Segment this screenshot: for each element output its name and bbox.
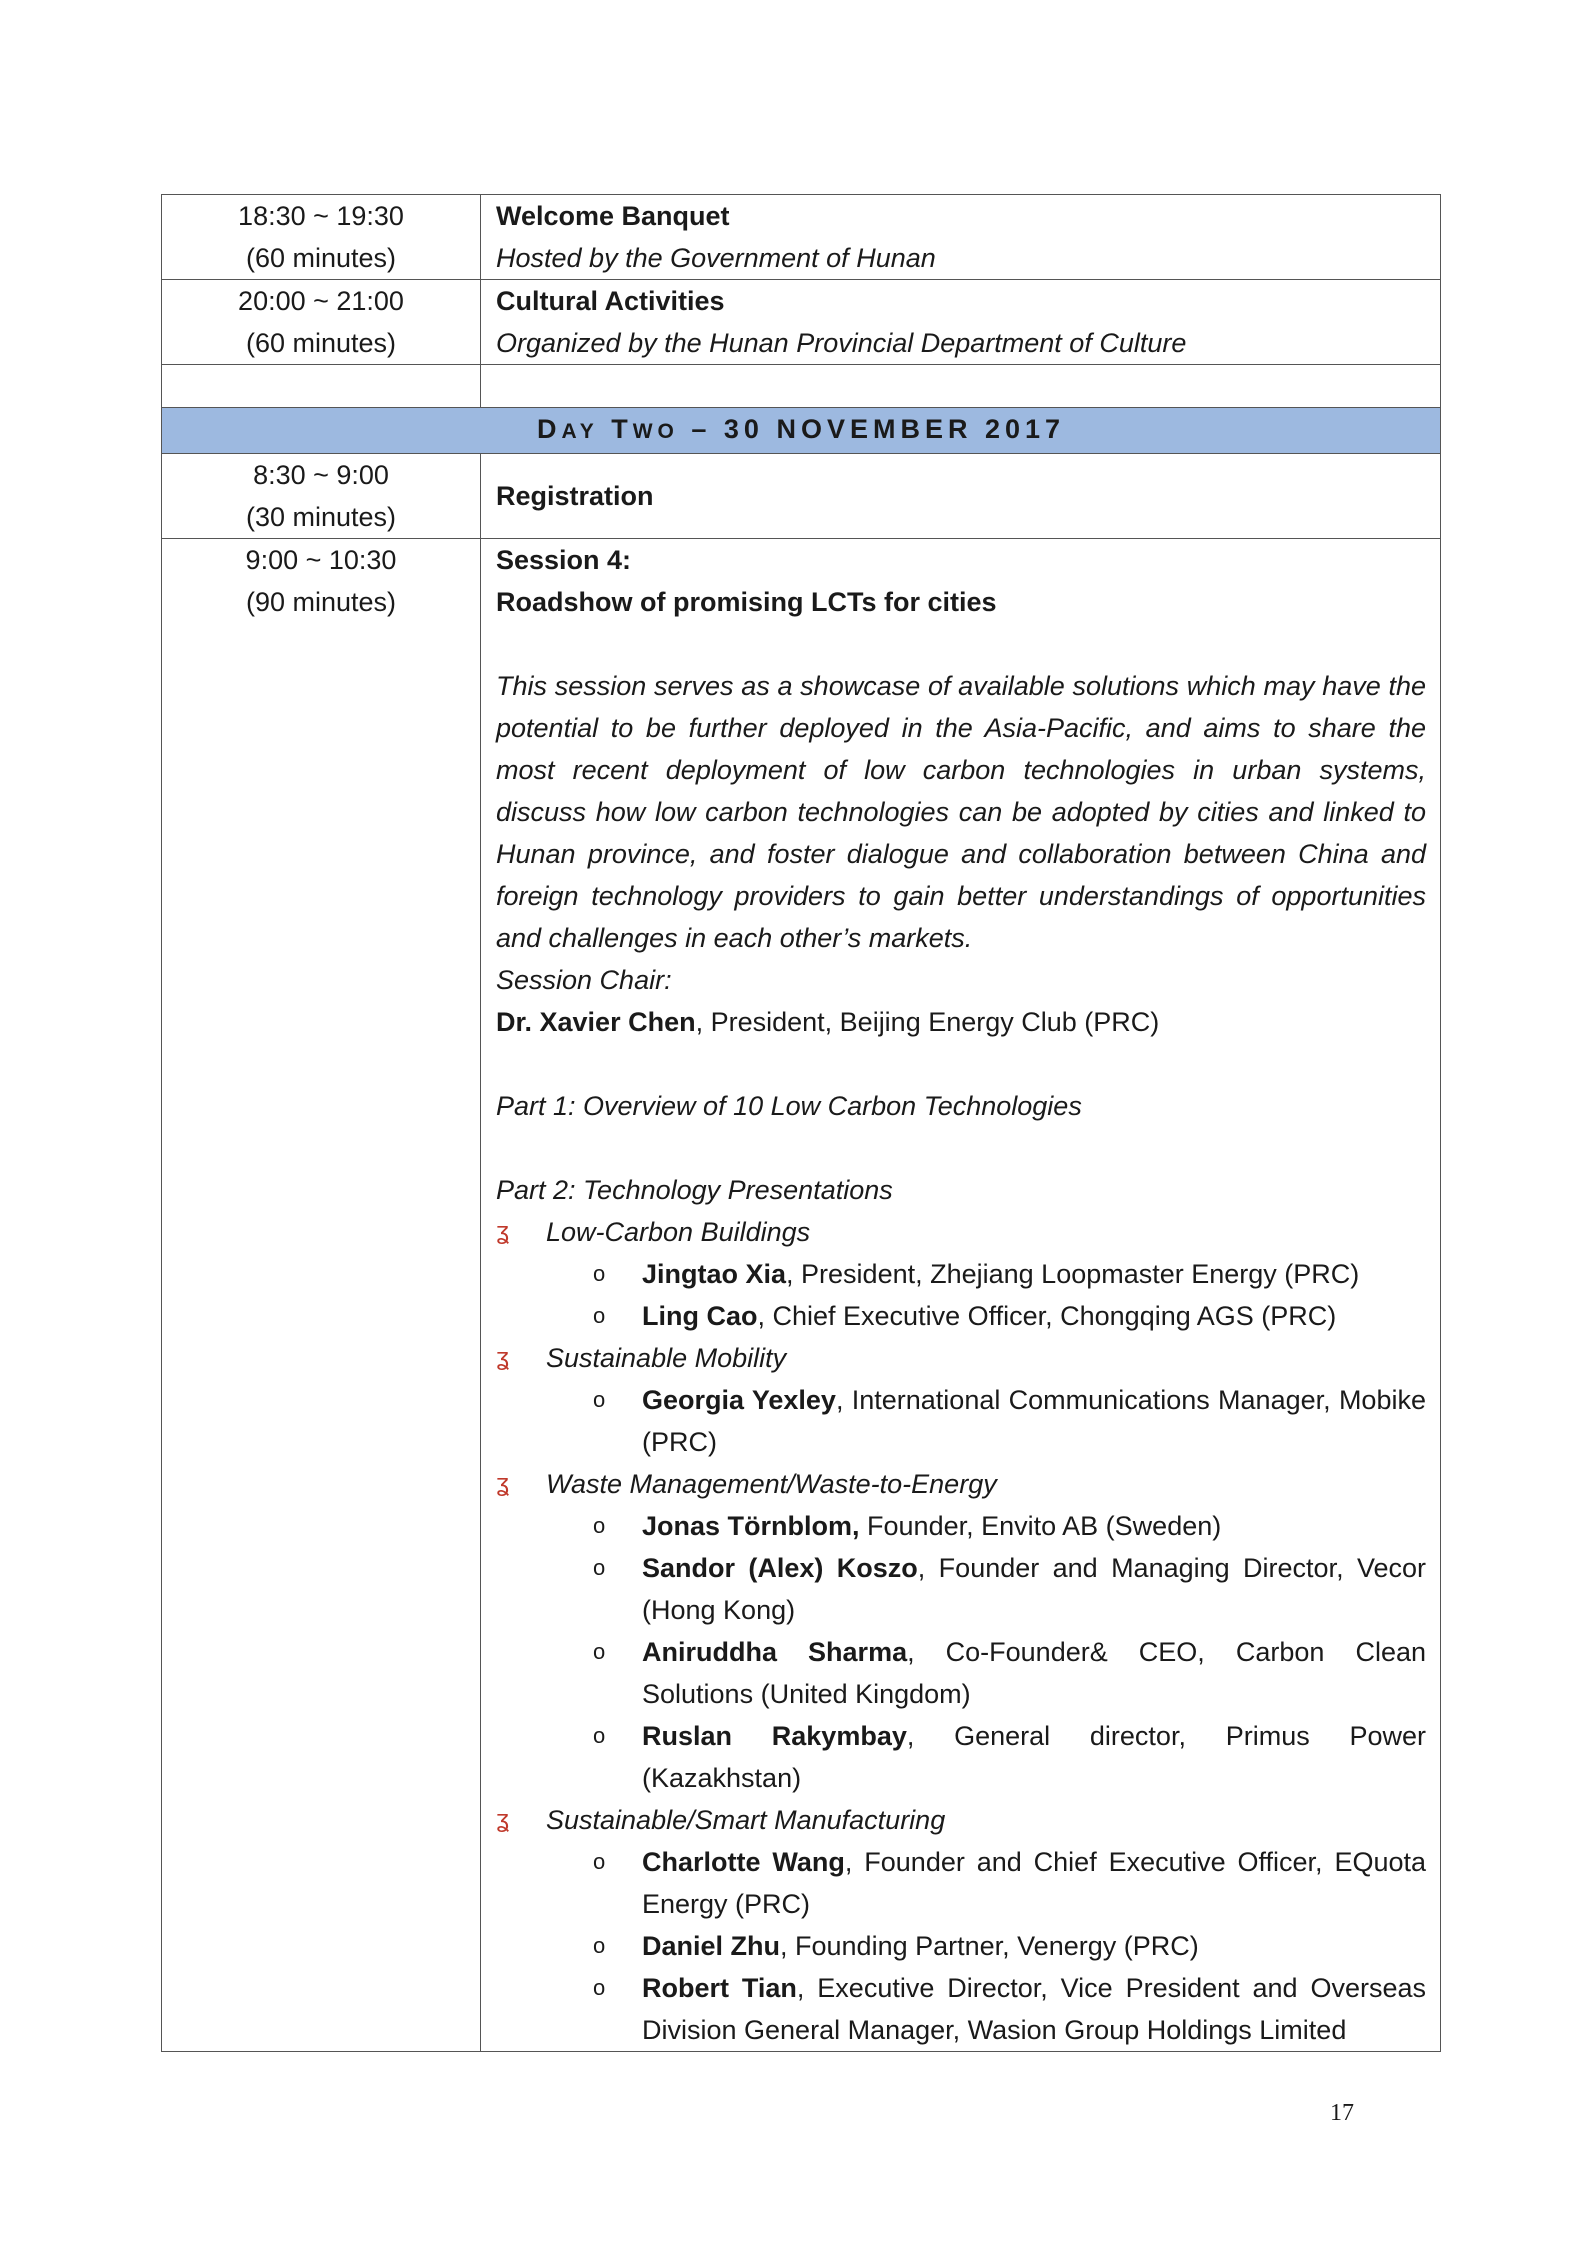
category-item xyxy=(496,1463,1426,1505)
speaker-item xyxy=(496,1841,1426,1925)
session-details xyxy=(481,539,1441,2052)
circle-bullet-icon: o xyxy=(593,1261,606,1286)
speaker-item xyxy=(496,1295,1426,1337)
category-item xyxy=(496,1337,1426,1379)
blank-cell xyxy=(162,365,481,408)
event-subtitle: Hosted by the Government of Hunan xyxy=(496,243,936,273)
circle-bullet-icon: o xyxy=(593,1639,606,1664)
chair-role: , President, Beijing Energy Club (PRC) xyxy=(695,1007,1160,1037)
agenda-table xyxy=(161,194,1441,2052)
category-list xyxy=(496,1211,1426,2051)
event-title: Welcome Banquet xyxy=(496,201,730,231)
event-cell xyxy=(481,280,1441,365)
category-name: Waste Management/Waste-to-Energy xyxy=(546,1469,997,1499)
speaker-name: Ruslan Rakymbay xyxy=(642,1721,907,1751)
speaker-name: Georgia Yexley xyxy=(642,1385,836,1415)
circle-bullet-icon: o xyxy=(593,1975,606,2000)
session-subtitle: Roadshow of promising LCTs for cities xyxy=(496,587,997,617)
time-cell xyxy=(162,195,481,280)
session-title: Session 4: xyxy=(496,545,632,575)
speaker-item xyxy=(496,1631,1426,1715)
circle-bullet-icon: o xyxy=(593,1387,606,1412)
speaker-name: Robert Tian xyxy=(642,1973,797,2003)
time-range: 9:00 ~ 10:30 xyxy=(245,545,397,575)
time-range: 8:30 ~ 9:00 xyxy=(253,460,389,490)
speaker-role: , President, Zhejiang Loopmaster Energy (PRC) xyxy=(786,1259,1360,1289)
schedule-row-registration xyxy=(162,454,1441,539)
speaker-item xyxy=(496,1967,1426,2051)
time-cell xyxy=(162,539,481,2052)
time-cell xyxy=(162,454,481,539)
speaker-name: Sandor (Alex) Koszo xyxy=(642,1553,918,1583)
time-cell xyxy=(162,280,481,365)
event-subtitle: Organized by the Hunan Provincial Department of Culture xyxy=(496,328,1187,358)
day-header-row xyxy=(162,408,1441,454)
speaker-item xyxy=(496,1715,1426,1799)
duration: (90 minutes) xyxy=(245,587,397,617)
speaker-role: , Executive Director, Vice President and Overseas Division General Manager, Wasion Group Holdings Limited xyxy=(642,1973,1426,2045)
speaker-name: Ling Cao xyxy=(642,1301,758,1331)
speaker-role: , Founding Partner, Venergy (PRC) xyxy=(780,1931,1199,1961)
schedule-row-session4 xyxy=(162,539,1441,2052)
duration: (60 minutes) xyxy=(245,243,397,273)
speaker-item xyxy=(496,1547,1426,1631)
speaker-role: Founder, Envito AB (Sweden) xyxy=(859,1511,1222,1541)
circle-bullet-icon: o xyxy=(593,1303,606,1328)
speaker-name: Charlotte Wang xyxy=(642,1847,845,1877)
session-description: This session serves as a showcase of available solutions which may have the potential to be further deployed in the Asia-Pacific, and aims to share the most recent deployment of low carbon technologies in urban systems, discuss how low carbon technologies can be adopted by cities and linked to Hunan province, and foster dialogue and collaboration between China and foreign technology providers to gain better understandings of opportunities and challenges in each other’s markets. xyxy=(496,671,1426,953)
part-2-heading: Part 2: Technology Presentations xyxy=(496,1175,893,1205)
speaker-name: Daniel Zhu xyxy=(642,1931,781,1961)
speaker-role: , Chief Executive Officer, Chongqing AGS (PRC) xyxy=(757,1301,1337,1331)
time-range: 18:30 ~ 19:30 xyxy=(238,201,404,231)
circle-bullet-icon: o xyxy=(593,1513,606,1538)
circle-bullet-icon: o xyxy=(593,1723,606,1748)
speaker-item xyxy=(496,1253,1426,1295)
speaker-name: Jonas Törnblom, xyxy=(642,1511,860,1541)
circle-bullet-icon: o xyxy=(593,1849,606,1874)
bullet-icon: ʓ xyxy=(496,1344,510,1371)
chair-label: Session Chair: xyxy=(496,965,672,995)
category-item xyxy=(496,1799,1426,1841)
event-cell xyxy=(481,195,1441,280)
category-name: Sustainable/Smart Manufacturing xyxy=(546,1805,946,1835)
speaker-item xyxy=(496,1925,1426,1967)
bullet-icon: ʓ xyxy=(496,1218,510,1245)
speaker-role: , Founder and Managing Director, Vecor (Hong Kong) xyxy=(642,1553,1426,1625)
bullet-icon: ʓ xyxy=(496,1806,510,1833)
duration: (30 minutes) xyxy=(245,502,397,532)
speaker-item xyxy=(496,1505,1426,1547)
speaker-role: , International Communications Manager, Mobike (PRC) xyxy=(642,1385,1426,1457)
blank-row xyxy=(162,365,1441,408)
schedule-row-banquet xyxy=(162,195,1441,280)
speaker-item xyxy=(496,1379,1426,1463)
bullet-icon: ʓ xyxy=(496,1470,510,1497)
speaker-role: , Co-Founder& CEO, Carbon Clean Solutions (United Kingdom) xyxy=(642,1637,1426,1709)
category-name: Low-Carbon Buildings xyxy=(546,1217,811,1247)
day-header: DAY TWO – 30 NOVEMBER 2017 xyxy=(162,408,1441,454)
blank-cell xyxy=(481,365,1441,408)
time-range: 20:00 ~ 21:00 xyxy=(238,286,404,316)
speaker-role: , General director, Primus Power (Kazakhstan) xyxy=(642,1721,1426,1793)
chair-line xyxy=(496,1001,1426,1043)
duration: (60 minutes) xyxy=(245,328,397,358)
event-title: Registration xyxy=(481,454,1441,539)
category-name: Sustainable Mobility xyxy=(546,1343,787,1373)
category-item xyxy=(496,1211,1426,1253)
circle-bullet-icon: o xyxy=(593,1555,606,1580)
speaker-name: Jingtao Xia xyxy=(642,1259,787,1289)
part-1-heading: Part 1: Overview of 10 Low Carbon Technologies xyxy=(496,1091,1082,1121)
speaker-name: Aniruddha Sharma xyxy=(642,1637,908,1667)
schedule-row-cultural xyxy=(162,280,1441,365)
event-title: Cultural Activities xyxy=(496,286,725,316)
chair-name: Dr. Xavier Chen xyxy=(496,1007,696,1037)
page-number: 17 xyxy=(1330,2100,1354,2126)
circle-bullet-icon: o xyxy=(593,1933,606,1958)
speaker-role: , Founder and Chief Executive Officer, EQuota Energy (PRC) xyxy=(642,1847,1426,1919)
